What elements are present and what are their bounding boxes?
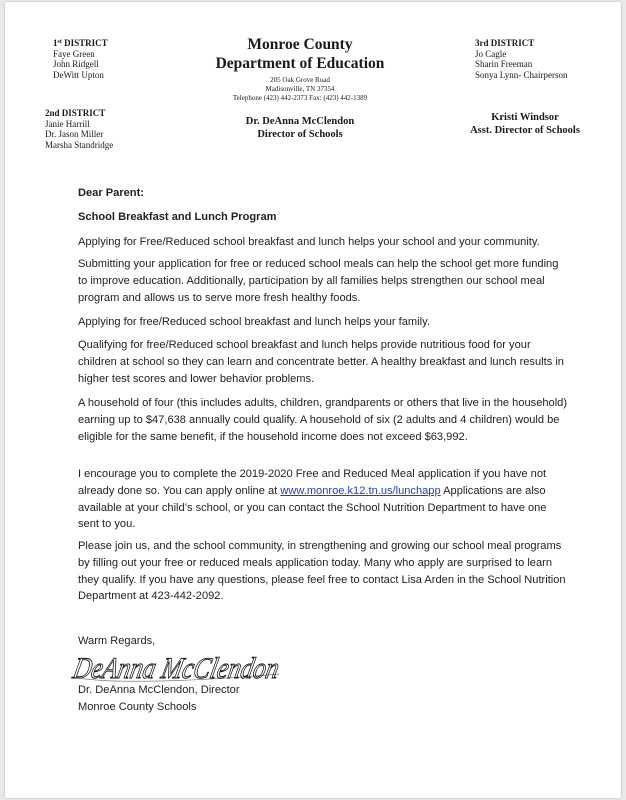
director-block: [205, 115, 395, 141]
paragraph: Qualifying for free/Reduced school breakfast and lunch helps provide nutritious food for your children at school so they can learn and concentrate better. A healthy breakfast and lunch results in higher test scores and lower behavior problems.: [78, 339, 564, 385]
letter-closing: Warm Regards,: [78, 635, 156, 647]
district-1-heading: 1st DISTRICT: [53, 38, 108, 48]
asst-director-block: [445, 111, 605, 137]
paragraph-apply-online: I encourage you to complete the 2019-2020 Free and Reduced Meal application if you have not already done so. You can apply online at www.monroe.k12.tn.us/lunchapp Applications are also available at your child’s school, or you can contact the School Nutrition Department to have one sent to you.: [78, 468, 547, 531]
district-member: Jo Cagle: [475, 48, 507, 59]
district-member: Sonya Lynn- Chairperson: [475, 69, 568, 80]
district-3-heading: 3rd DISTRICT: [475, 38, 535, 48]
district-member: John Ridgell: [53, 59, 99, 70]
signature-text: DeAnna McClendon: [70, 651, 324, 685]
address-line: Madisonville, TN 37354: [265, 85, 335, 93]
contact-line: Telephone (423) 442-2373 Fax: (423) 442-1389: [232, 94, 368, 102]
paragraph: Applying for Free/Reduced school breakfast and lunch helps your school and your community.: [78, 236, 540, 248]
paragraph: Please join us, and the school community, in strengthening and growing our school meal programs by filling out your free or reduced meals application today. Many who apply are surprised to learn they qualify. If you have any questions, please feel free to contact Lisa Arden in the School Nutrition Department at 423-442-2092.: [78, 540, 566, 603]
lunch-app-link[interactable]: www.monroe.k12.tn.us/lunchapp: [280, 484, 441, 497]
paragraph: A household of four (this includes adults, children, grandparents or others that live in the household) earning up to $47,638 annually could qualify. A household of six (2 adults and 4 children) would be eligible for the same benefit, if the household income does not exceed $63,992.: [78, 397, 568, 443]
district-member: Sharin Freeman: [475, 59, 533, 70]
district-member: Janie Harrill: [45, 118, 90, 129]
org-address: [165, 76, 435, 103]
letter-subject: School Breakfast and Lunch Program: [78, 211, 277, 223]
signer-name: Dr. DeAnna McClendon, Director: [78, 684, 240, 696]
director-name: Dr. DeAnna McClendon: [245, 116, 355, 127]
district-member: Marsha Standridge: [45, 139, 114, 150]
signer-organization: Monroe County Schools: [78, 701, 197, 713]
director-title: Director of Schools: [257, 129, 343, 140]
letter-greeting: Dear Parent:: [78, 187, 144, 199]
district-3-block: [475, 38, 568, 80]
asst-director-name: Kristi Windsor: [491, 112, 559, 123]
district-2-block: [45, 108, 113, 150]
address-line: 205 Oak Grove Road: [270, 76, 330, 84]
letter-page: [5, 2, 621, 798]
district-member: Faye Green: [53, 48, 95, 59]
district-member: Dr. Jason Miller: [45, 129, 104, 140]
district-2-heading: 2nd DISTRICT: [45, 108, 106, 118]
org-name: Monroe County: [247, 36, 353, 53]
paragraph: Submitting your application for free or reduced school meals can help the school get more funding to improve education. Additionally, participation by all families helps strengthen our school meal program and allows us to serve more fresh healthy foods.: [78, 258, 559, 304]
org-department: Department of Education: [215, 55, 385, 72]
district-1-block: [53, 38, 108, 80]
district-member: DeWitt Upton: [53, 69, 104, 80]
paragraph: Applying for free/Reduced school breakfast and lunch helps your family.: [78, 316, 430, 328]
asst-director-title: Asst. Director of Schools: [470, 125, 580, 136]
